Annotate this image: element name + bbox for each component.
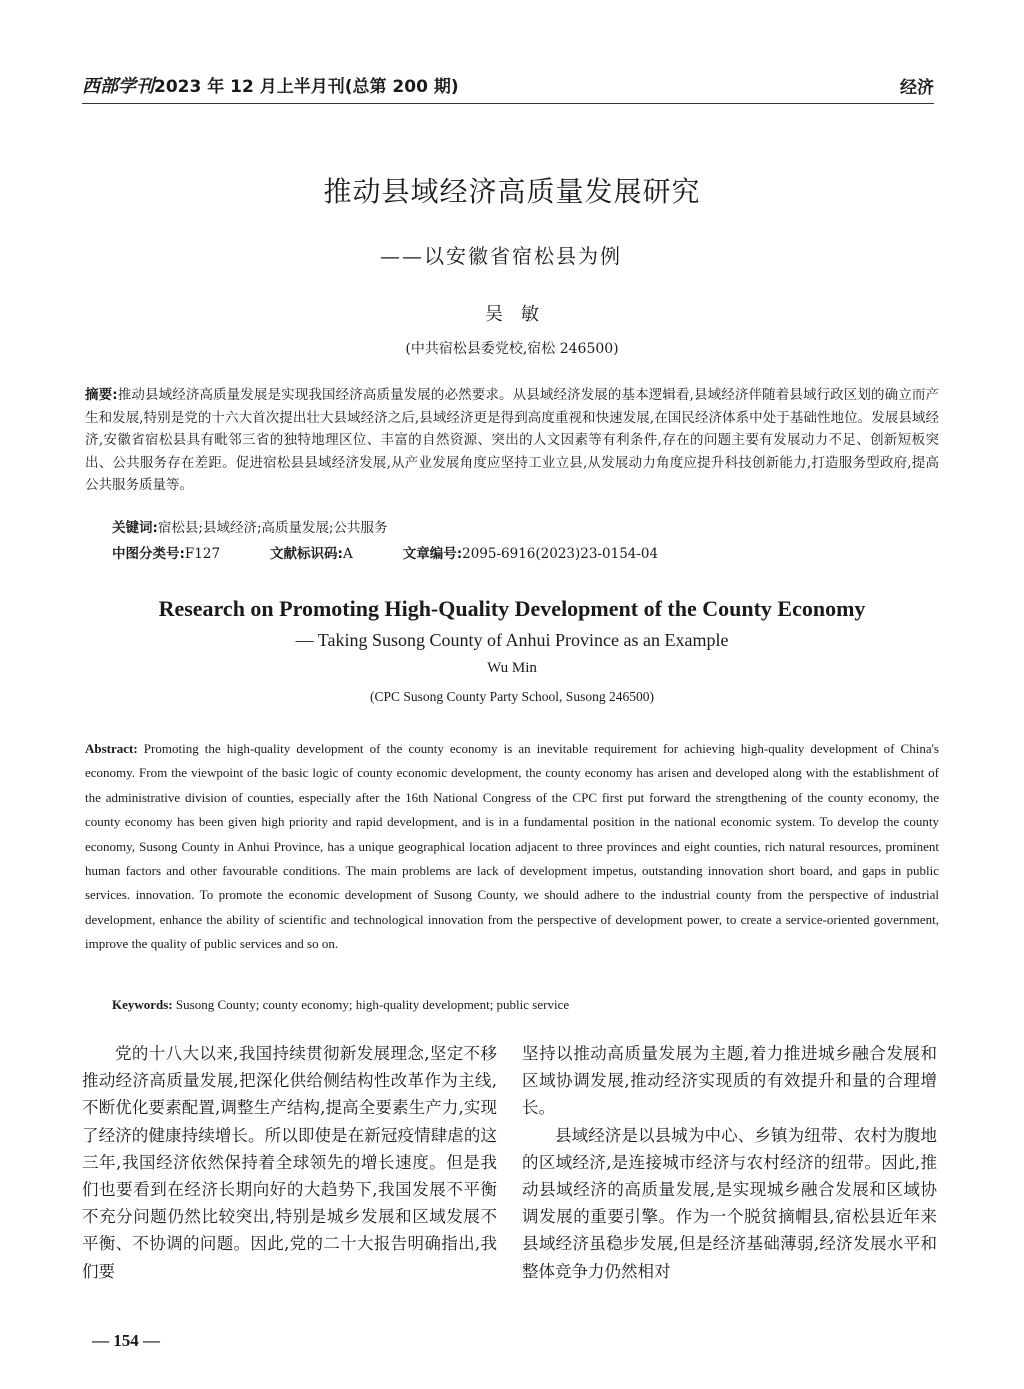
header-left xyxy=(82,72,459,98)
body-column-right xyxy=(522,1040,937,1285)
clc-number xyxy=(112,542,220,562)
keywords-en xyxy=(112,997,939,1013)
doc-label: 文献标识码: xyxy=(270,546,343,562)
affiliation-cn: (中共宿松县委党校,宿松 246500) xyxy=(405,341,619,357)
journal-logo: 西部学刊 xyxy=(82,76,154,97)
abstract-cn xyxy=(85,384,939,497)
doc-value: A xyxy=(342,546,353,562)
running-header xyxy=(82,72,934,98)
title-en: Research on Promoting High-Quality Development of the County Economy xyxy=(158,596,866,621)
issue-info: 2023 年 12 月上半月刊(总第 200 期) xyxy=(154,77,459,97)
abstract-en-text: Promoting the high-quality development of the county economy is an inevitable requirement for achieving high-quality development of China's economy. From the viewpoint of the basic logic of county economic development, the county economy has arisen and developed along with the establishment of the administrative division of counties, especially after the 16th National Congress of the CPC first put forward the strengthening of the county economy, the county economy has been given high priority and rapid development, and is in a fundamental position in the national economic system. To develop the county economy, Susong County in Anhui Province, has a unique geographical location adjacent to three provinces and eight counties, rich natural resources, prominent human factors and other favourable conditions. The main problems are lack of development impetus, outstanding innovation short board, and gaps in public services. innovation. To promote the economic development of Susong County, we should adhere to the industrial county from the perspective of industrial development, enhance the ability of scientific and technological innovation from the perspective of development power, to create a service-oriented government, improve the quality of public services and so on. xyxy=(85,741,939,952)
affiliation-en: (CPC Susong County Party School, Susong 246500) xyxy=(370,689,654,704)
keywords-cn-label: 关键词: xyxy=(112,520,158,536)
abstract-en xyxy=(85,737,939,957)
doc-code xyxy=(270,542,353,562)
section-label: 经济 xyxy=(900,78,934,98)
abstract-cn-label: 摘要: xyxy=(85,387,118,403)
body-paragraph: 党的十八大以来,我国持续贯彻新发展理念,坚定不移推动经济高质量发展,把深化供给侧结构性改革作为主线,不断优化要素配置,调整生产结构,提高全要素生产力,实现了经济的健康持续增长。所以即使是在新冠疫情肆虐的这三年,我国经济依然保持着全球领先的增长速度。但是我们也要看到在经济长期向好的大趋势下,我国发展不平衡不充分问题仍然比较突出,特别是城乡发展和区域发展不平衡、不协调的问题。因此,党的二十大报告明确指出,我们要 xyxy=(82,1044,497,1281)
author-en: Wu Min xyxy=(487,660,537,676)
keywords-en-text: Susong County; county economy; high-quality development; public service xyxy=(175,997,570,1012)
classification-row xyxy=(112,542,939,562)
keywords-cn-text: 宿松县;县域经济;高质量发展;公共服务 xyxy=(157,520,388,536)
article-value: 2095-6916(2023)23-0154-04 xyxy=(462,546,659,562)
body-paragraph: 县域经济是以县城为中心、乡镇为纽带、农村为腹地的区域经济,是连接城市经济与农村经济的纽带。因此,推动县域经济的高质量发展,是实现城乡融合发展和区域协调发展的重要引擎。作为一个脱贫摘帽县,宿松县近年来县域经济虽稳步发展,但是经济基础薄弱,经济发展水平和整体竞争力仍然相对 xyxy=(522,1125,937,1281)
keywords-cn xyxy=(112,516,939,536)
subtitle-en: — Taking Susong County of Anhui Province as an Example xyxy=(295,630,729,650)
clc-label: 中图分类号: xyxy=(112,546,185,562)
abstract-en-label: Abstract: xyxy=(85,741,138,756)
header-rule xyxy=(82,103,934,104)
title-cn: 推动县域经济高质量发展研究 xyxy=(323,175,701,208)
abstract-cn-text: 推动县域经济高质量发展是实现我国经济高质量发展的必然要求。从县域经济发展的基本逻辑看,县域经济伴随着县域行政区划的确立而产生和发展,特别是党的十六大首次提出壮大县域经济之后,县域经济更是得到高度重视和快速发展,在国民经济体系中处于基础性地位。发展县域经济,安徽省宿松县具有毗邻三省的独特地理区位、丰富的自然资源、突出的人文因素等有利条件,存在的问题主要有发展动力不足、创新短板突出、公共服务存在差距。促进宿松县县域经济发展,从产业发展角度应坚持工业立县,从发展动力角度应提升科技创新能力,打造服务型政府,提高公共服务质量等。 xyxy=(85,387,939,493)
author-cn: 吴 敏 xyxy=(485,304,539,325)
body-paragraph-continued: 坚持以推动高质量发展为主题,着力推进城乡融合发展和区域协调发展,推动经济实现质的有效提升和量的合理增长。 xyxy=(522,1044,937,1118)
clc-value: F127 xyxy=(184,546,221,562)
article-label: 文章编号: xyxy=(402,546,463,562)
keywords-en-label: Keywords: xyxy=(112,997,173,1012)
body-column-left xyxy=(82,1040,497,1285)
page-number: — 154 — xyxy=(92,1331,160,1350)
article-number xyxy=(403,542,658,562)
subtitle-cn: ——以安徽省宿松县为例 xyxy=(380,244,622,268)
